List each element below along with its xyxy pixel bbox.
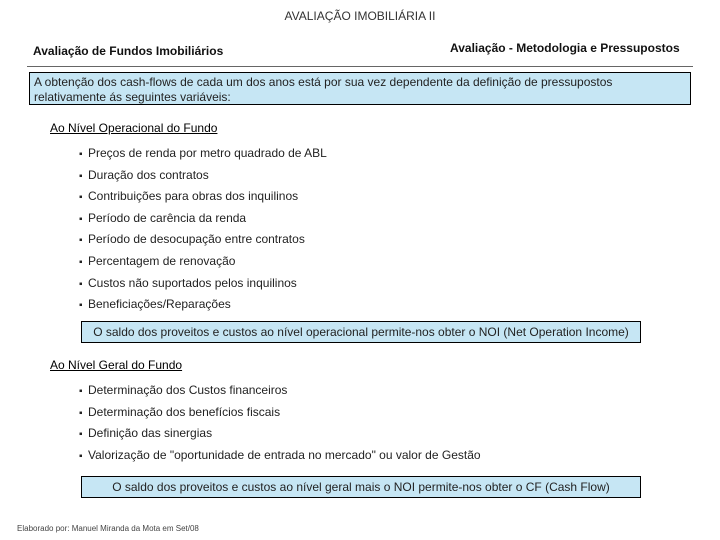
list-item <box>79 168 327 190</box>
list-item <box>79 383 481 405</box>
list-item-text: Valorização de "oportunidade de entrada no mercado" ou valor de Gestão <box>88 447 481 462</box>
footer-credit: Elaborado por: Manuel Miranda da Mota em Set/08 <box>17 524 199 533</box>
operational-list <box>79 146 327 319</box>
list-item-text: Percentagem de renovação <box>88 253 236 268</box>
list-item <box>79 211 327 233</box>
general-summary-text: O saldo dos proveitos e custos ao nível geral mais o NOI permite-nos obter o CF (Cash Flow) <box>112 480 610 494</box>
intro-text: A obtenção dos cash-flows de cada um dos anos está por sua vez dependente da definição de pressupostos relativamente ás seguintes variáveis: <box>34 75 613 104</box>
page-title: AVALIAÇÃO IMOBILIÁRIA II <box>284 9 436 23</box>
list-item <box>79 146 327 168</box>
section-title-left: Avaliação de Fundos Imobiliários <box>33 44 224 58</box>
list-item <box>79 448 481 470</box>
list-item-text: Determinação dos Custos financeiros <box>88 383 288 397</box>
list-item <box>79 254 327 276</box>
section-title-right: Avaliação - Metodologia e Pressupostos <box>450 41 680 55</box>
list-item <box>79 276 327 298</box>
general-heading: Ao Nível Geral do Fundo <box>50 358 183 372</box>
list-item <box>79 297 327 319</box>
list-item-text: Definição das sinergias <box>88 426 213 441</box>
list-item-text: Preços de renda por metro quadrado de ABL <box>88 146 327 160</box>
general-summary-box <box>81 476 641 498</box>
header-divider <box>27 66 693 67</box>
list-item-text: Duração dos contratos <box>88 167 209 182</box>
list-item <box>79 405 481 427</box>
list-item-text: Determinação dos benefícios fiscais <box>88 404 281 419</box>
list-item-text: Contribuições para obras dos inquilinos <box>88 189 299 204</box>
operational-summary-text: O saldo dos proveitos e custos ao nível operacional permite-nos obter o NOI (Net Operation Income) <box>93 325 629 339</box>
general-list <box>79 383 481 469</box>
list-item <box>79 189 327 211</box>
list-item <box>79 426 481 448</box>
list-item <box>79 232 327 254</box>
operational-summary-box <box>81 321 641 343</box>
list-item-text: Beneficiações/Reparações <box>88 297 231 312</box>
list-item-text: Período de carência da renda <box>88 210 247 225</box>
operational-heading: Ao Nível Operacional do Fundo <box>50 121 218 135</box>
list-item-text: Período de desocupação entre contratos <box>88 232 305 247</box>
list-item-text: Custos não suportados pelos inquilinos <box>88 275 297 290</box>
intro-box <box>29 72 691 105</box>
